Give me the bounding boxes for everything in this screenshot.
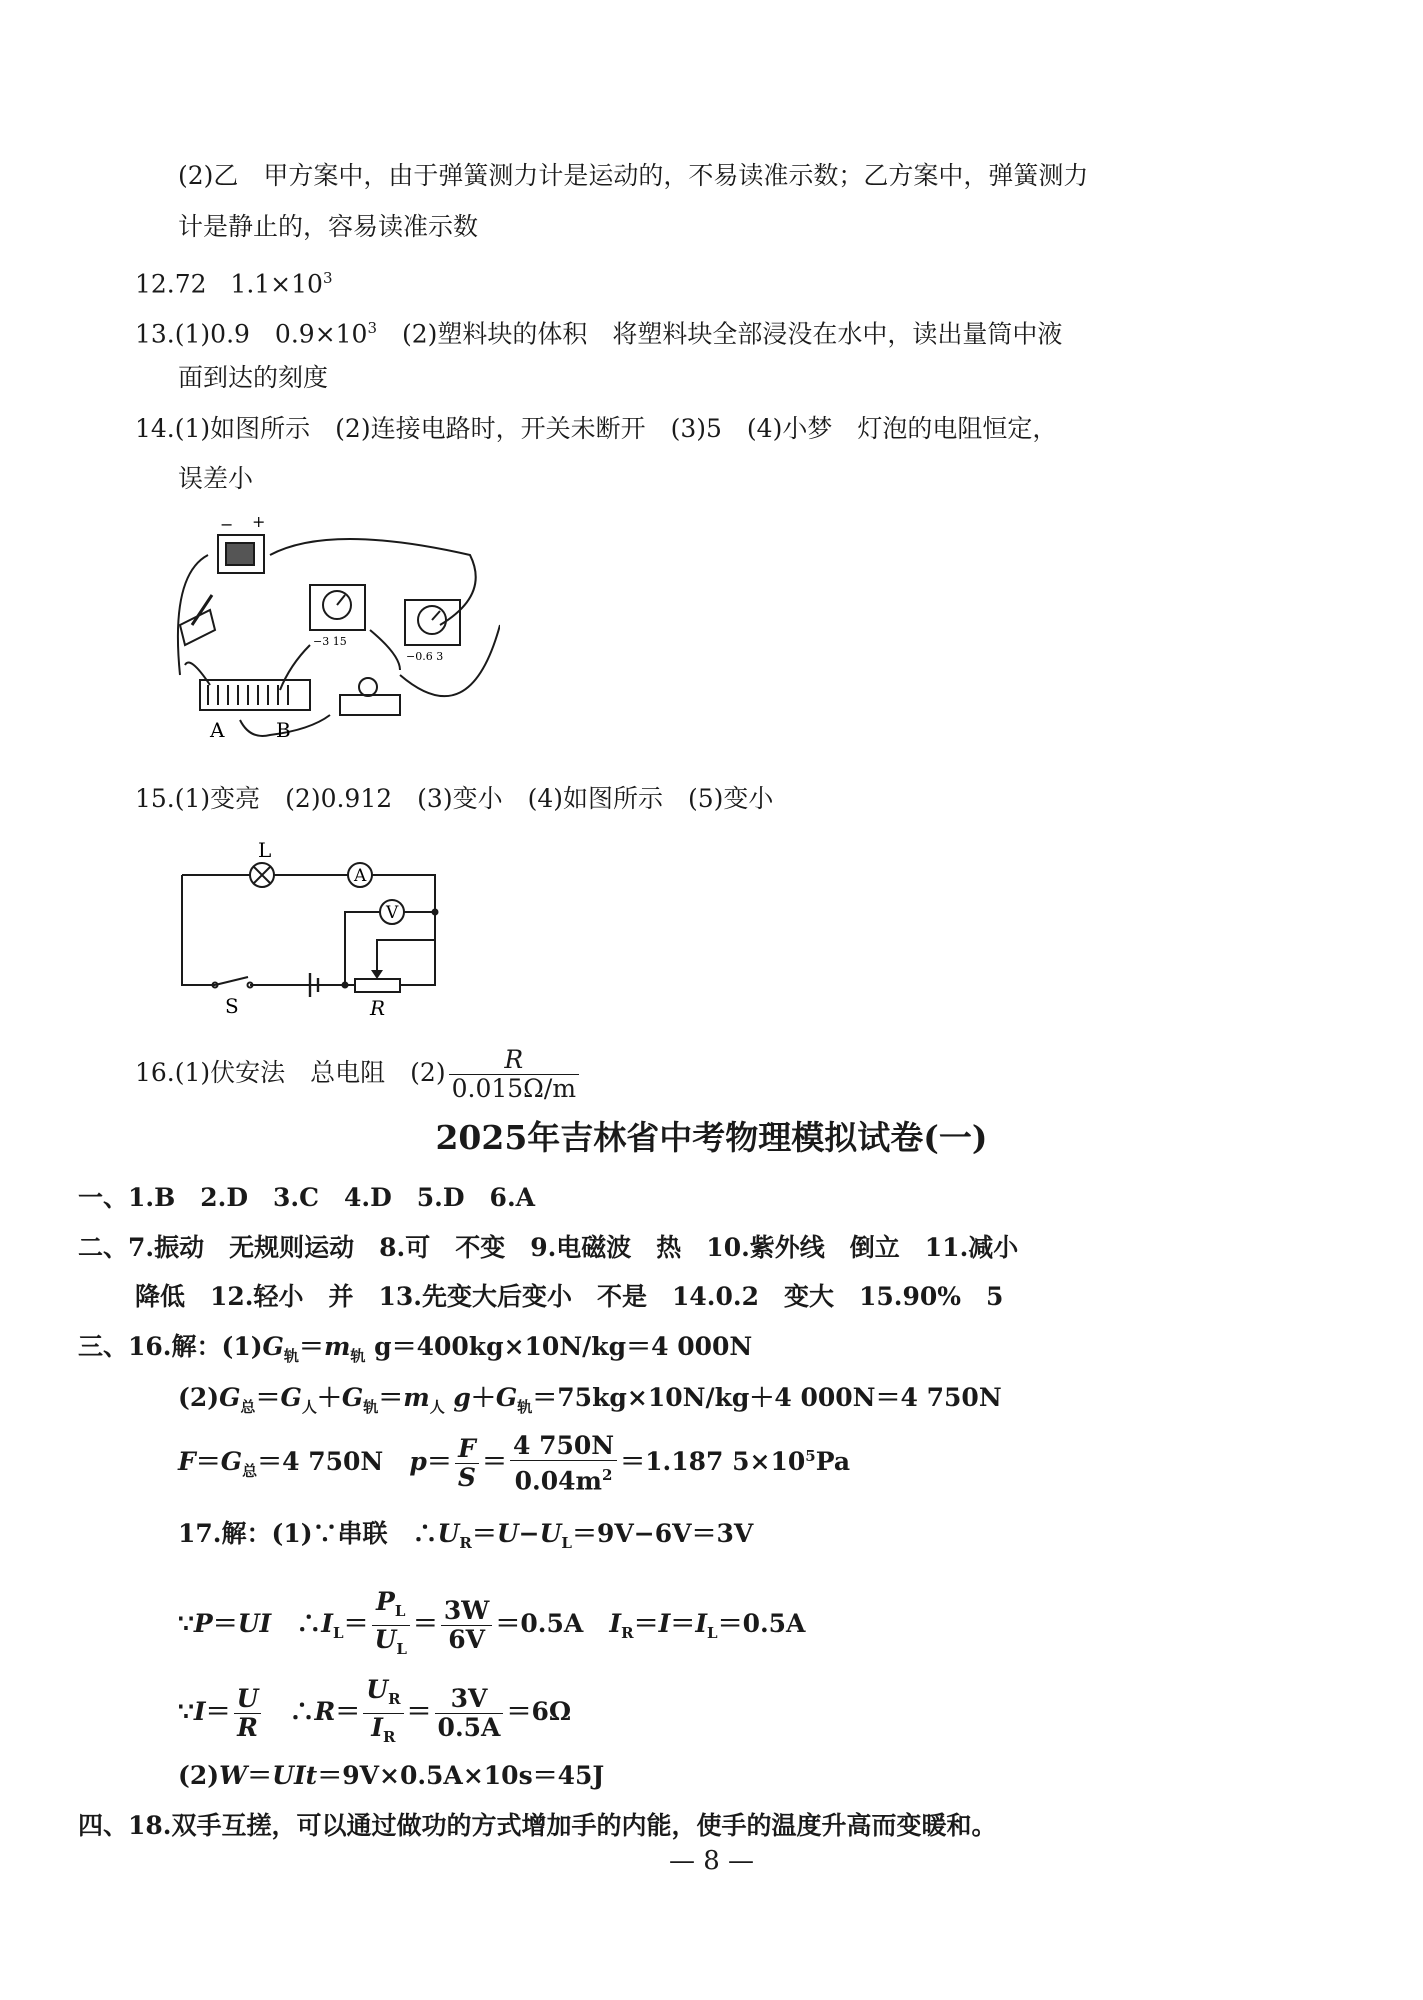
- q16-answer: [135, 1046, 582, 1103]
- s3-l1-eq: ＝: [298, 1332, 324, 1361]
- s3-l2-g: g: [444, 1383, 471, 1412]
- q17-l3-frac1-num: U: [234, 1685, 262, 1714]
- q17-l1-sub-L: L: [561, 1534, 572, 1552]
- q15-circuit-diagram: [170, 830, 470, 1020]
- s3-l1-m: m: [323, 1332, 351, 1361]
- q17-l4-eq: ＝: [247, 1761, 273, 1790]
- section3-q17-line2: [178, 1588, 805, 1663]
- section3-q17-line3: [178, 1676, 571, 1751]
- s3-l1-m-sub: 轨: [350, 1347, 366, 1365]
- s3-l2-eq2: ＝: [378, 1383, 404, 1412]
- terminal-b-label: B: [276, 718, 291, 742]
- q17-l3-R: R: [314, 1697, 336, 1726]
- q17-l1-minus: −: [518, 1519, 540, 1548]
- q17-l3-frac2-den-sub: R: [383, 1728, 396, 1746]
- lamp-holder: [340, 695, 400, 715]
- s3-l2-m-sub: 人: [429, 1398, 445, 1416]
- q17-l3-frac2-num-sub: R: [388, 1690, 401, 1708]
- section3-q16-line2: [178, 1382, 1002, 1423]
- s3-l3-res-unit: Pa: [815, 1447, 851, 1477]
- q17-l4-pre: (2): [178, 1761, 220, 1790]
- battery-minus-label: −: [220, 515, 234, 534]
- q17-l4-W: W: [219, 1761, 248, 1790]
- ammeter-scale-label: −3 15: [313, 635, 347, 648]
- voltmeter-label: V: [386, 903, 399, 923]
- q13-line1: [135, 312, 1062, 350]
- q17-l1-sub-R: R: [459, 1534, 472, 1552]
- q15-line: 15.(1)变亮 (2)0.912 (3)变小 (4)如图所示 (5)变小: [135, 784, 774, 813]
- q17-l1-U3: U: [539, 1519, 562, 1548]
- q17-l2-frac1-den: [372, 1626, 410, 1663]
- s3-l3-eq0: ＝: [195, 1447, 221, 1477]
- q17-l2-frac1-num-P: P: [376, 1587, 395, 1616]
- s3-l2-eq1: ＝: [255, 1383, 281, 1412]
- q17-l3-eq1: ＝: [335, 1697, 361, 1726]
- s3-l3-frac1-den: S: [457, 1463, 476, 1493]
- section3-q17-line4: [178, 1760, 604, 1792]
- q17-l2-frac1-den-U: U: [374, 1625, 397, 1654]
- q17-l3-res: ＝6Ω: [506, 1697, 572, 1726]
- s3-l1-pre: 三、16.解：(1): [78, 1332, 263, 1361]
- q17-l2-eq3: ＝: [633, 1609, 659, 1638]
- q17-l2-res: ＝0.5A: [495, 1609, 584, 1638]
- s3-l3-eq1: ＝: [426, 1447, 452, 1477]
- s3-l2-sub-track: 轨: [363, 1398, 379, 1416]
- section2-line1: 二、7.振动 无规则运动 8.可 不变 9.电磁波 热 10.紫外线 倒立 11.减小: [78, 1233, 1019, 1262]
- s3-l1-G: G: [262, 1332, 284, 1361]
- switch-label: S: [225, 994, 239, 1018]
- section1-answers: 一、1.B 2.D 3.C 4.D 5.D 6.A: [78, 1183, 536, 1212]
- s3-l3-sub: 总: [242, 1462, 258, 1481]
- s3-l3-res-exp: 5: [805, 1446, 816, 1465]
- q17-l2-I2: I: [658, 1609, 671, 1638]
- s3-l2-G1: G: [219, 1383, 241, 1412]
- q17-l2-UI: UI: [237, 1609, 272, 1638]
- q17-l2-frac1-num-sub: L: [394, 1602, 406, 1620]
- section3-q17-line1: [178, 1518, 753, 1559]
- s3-l3-F: F: [178, 1447, 196, 1477]
- s3-l2-tail: ＝75kg×10N/kg＋4 000N＝4 750N: [532, 1383, 1002, 1412]
- q17-l2-mid: ∴: [271, 1609, 322, 1638]
- q17-l3-frac2-den: [363, 1714, 403, 1751]
- exam-title: 2025年吉林省中考物理模拟试卷(一): [435, 1118, 988, 1157]
- q17-l1-post: ＝9V−6V＝3V: [571, 1519, 754, 1548]
- s3-l3-frac2-den-base: 0.04m: [514, 1466, 602, 1496]
- s3-l3-p: p: [409, 1447, 427, 1477]
- q17-l2-frac1-den-sub: L: [396, 1640, 407, 1658]
- q17-l3-pre: ∵: [178, 1697, 194, 1726]
- q14-line2: 误差小: [178, 464, 254, 493]
- section3-q16-line1: [78, 1331, 752, 1372]
- q16-text: 16.(1)伏安法 总电阻 (2): [135, 1058, 446, 1087]
- q12-answer-1: 72: [174, 269, 207, 299]
- s3-l2-G2: G: [280, 1383, 302, 1412]
- s3-l2-G4: G: [495, 1383, 518, 1412]
- q12-answer: [135, 262, 333, 300]
- q13-part1: 13.(1)0.9 0.9×10: [135, 319, 368, 349]
- s3-l3-val: ＝4 750N: [257, 1447, 384, 1477]
- voltmeter-scale-label: −0.6 3: [406, 650, 444, 663]
- q13-exponent: 3: [367, 319, 377, 337]
- q17-l3-frac2-den-I: I: [371, 1713, 383, 1742]
- q17-l2-eq4: ＝: [670, 1609, 696, 1638]
- q14-line1: 14.(1)如图所示 (2)连接电路时，开关未断开 (3)5 (4)小梦 灯泡的电阻恒定，: [135, 414, 1058, 443]
- q17-l1-U2: U: [496, 1519, 519, 1548]
- s3-l2-plus1: ＋: [316, 1383, 342, 1412]
- q17-l2-frac1-num: [372, 1588, 410, 1626]
- q17-l2-IR: I: [609, 1609, 622, 1638]
- s3-l3-frac1-num: F: [455, 1435, 479, 1464]
- q17-l2-IL: I: [695, 1609, 708, 1638]
- q14-circuit-figure: [170, 515, 500, 745]
- q17-l1-U1: U: [437, 1519, 460, 1548]
- q17-l2-frac2-num: 3W: [441, 1597, 492, 1626]
- section2-line2: 降低 12.轻小 并 13.先变大后变小 不是 14.0.2 变大 15.90% 5: [135, 1282, 1004, 1311]
- s3-l3-eq2: ＝: [481, 1447, 507, 1477]
- ammeter-label: A: [354, 866, 367, 886]
- q17-l2-IR-sub: R: [621, 1624, 634, 1642]
- q17-l4-UIt: UIt: [272, 1761, 318, 1790]
- s3-l3-frac2-num: 4 750N: [510, 1432, 617, 1461]
- q17-l3-eq2: ＝: [406, 1697, 432, 1726]
- q11-line1: (2)乙 甲方案中，由于弹簧测力计是运动的，不易读准示数；乙方案中，弹簧测力: [178, 161, 1089, 190]
- q17-l1-eq: ＝: [471, 1519, 497, 1548]
- q17-l3-I: I: [193, 1697, 206, 1726]
- page-number: — 8 —: [668, 1846, 755, 1876]
- q16-fraction-numerator: R: [449, 1046, 579, 1075]
- q17-l2-IL-sub: L: [707, 1624, 718, 1642]
- q17-l2-P: P: [193, 1609, 213, 1638]
- q17-l3-frac1-den: R: [237, 1713, 258, 1742]
- s3-l2-G3: G: [341, 1383, 364, 1412]
- q11-line2: 计是静止的，容易读准示数: [178, 212, 479, 241]
- section4-answer: 四、18.双手互搓，可以通过做功的方式增加手的内能，使手的温度升高而变暖和。: [78, 1811, 997, 1840]
- s3-l2-sub-person: 人: [301, 1398, 317, 1416]
- switch-symbol: [215, 977, 248, 985]
- q17-l3-mid: ∴: [264, 1697, 315, 1726]
- s3-l3-frac2-den: [510, 1461, 617, 1495]
- s3-l3-frac2-den-exp: 2: [602, 1466, 613, 1484]
- q17-l3-frac2-num: [363, 1676, 403, 1714]
- lamp-label: L: [258, 838, 272, 862]
- rheostat-label: R: [370, 996, 386, 1020]
- s3-l2-sub-total: 总: [240, 1398, 256, 1416]
- s3-l2-sub-track2: 轨: [517, 1398, 533, 1416]
- s3-l2-plus2: ＋: [470, 1383, 496, 1412]
- q17-l4-post: ＝9V×0.5A×10s＝45J: [317, 1761, 605, 1790]
- q17-l3-frac3-num: 3V: [435, 1685, 504, 1714]
- battery-plus-label: +: [252, 515, 266, 531]
- q12-exponent: 3: [322, 269, 333, 287]
- q12-answer-2: 1.1×10: [230, 269, 323, 299]
- q13-part2: (2)塑料块的体积 将塑料块全部浸没在水中，读出量筒中液: [377, 319, 1063, 349]
- s3-l1-post: g＝400kg×10N/kg＝4 000N: [365, 1332, 753, 1361]
- terminal-a-label: A: [210, 718, 225, 742]
- q17-l2-frac2-den: 6V: [448, 1625, 486, 1654]
- s3-l2-m: m: [403, 1383, 430, 1412]
- q13-line2: 面到达的刻度: [178, 363, 329, 392]
- q17-l3-frac3-den: 0.5A: [437, 1713, 501, 1742]
- s3-l3-res: ＝1.187 5×10: [620, 1447, 806, 1477]
- q17-l2-pre: ∵: [178, 1609, 194, 1638]
- q17-l2-eq2: ＝: [412, 1609, 438, 1638]
- q17-l2-eq0: ＝: [212, 1609, 238, 1638]
- s3-l1-G-sub: 轨: [283, 1347, 299, 1365]
- q17-l2-I: I: [321, 1609, 333, 1638]
- rheostat: [200, 680, 310, 710]
- q17-l2-eq1: ＝: [343, 1609, 369, 1638]
- q16-fraction-denominator: 0.015Ω/m: [451, 1074, 577, 1103]
- q12-number: 12.: [135, 269, 175, 299]
- q17-l2-post: ＝0.5A: [717, 1609, 806, 1638]
- q17-l2-I-sub: L: [332, 1624, 344, 1642]
- q17-l1-pre: 17.解：(1)∵串联 ∴: [178, 1519, 438, 1548]
- section3-q16-line3: [178, 1432, 850, 1495]
- s3-l2-pre: (2): [178, 1383, 220, 1412]
- s3-l3-G: G: [220, 1447, 243, 1477]
- rheostat-symbol: [355, 979, 400, 992]
- q17-l3-eq0: ＝: [205, 1697, 231, 1726]
- q17-l3-frac2-num-U: U: [366, 1675, 389, 1704]
